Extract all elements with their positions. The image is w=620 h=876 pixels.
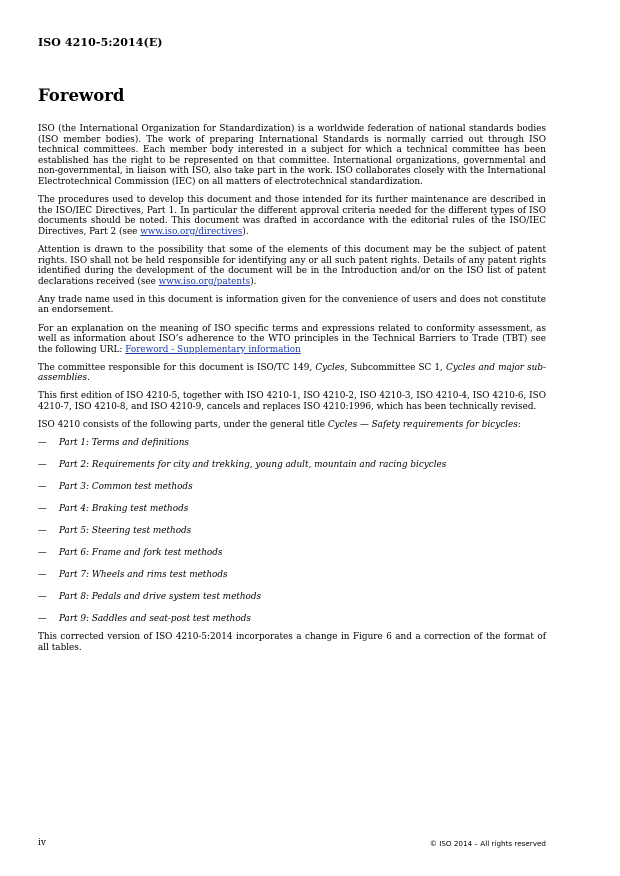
parts-intro-end: :	[517, 420, 521, 431]
list-dash: —	[38, 548, 47, 559]
part-label: Part 4: Braking test methods	[59, 504, 189, 515]
committee-mid: , Subcommittee SC 1,	[344, 362, 446, 373]
paragraph-trade-name: Any trade name used in this document is information given for the convenience of users and does not constitute an endorsement.	[38, 294, 546, 316]
list-dash: —	[38, 482, 47, 493]
list-item	[38, 570, 546, 581]
paragraph-committee	[38, 363, 546, 384]
list-item	[38, 504, 546, 515]
paragraph-patents-end: ).	[250, 276, 257, 287]
page-title: Foreword	[38, 86, 125, 105]
committee-pre: The committee responsible for this document is ISO/TC 149,	[38, 362, 316, 373]
part-label: Part 8: Pedals and drive system test methods	[59, 592, 262, 603]
foreword-body	[38, 124, 546, 661]
part-label: Part 3: Common test methods	[59, 482, 193, 493]
subcommittee-name: Cycles and major sub-assemblies	[38, 362, 547, 384]
paragraph-corrected-version: This corrected version of ISO 4210-5:2014 incorporates a change in Figure 6 and a correction of the format of all tables.	[38, 632, 546, 653]
patents-link[interactable]: www.iso.org/patents	[158, 276, 251, 287]
list-dash: —	[38, 592, 47, 603]
general-title: Cycles — Safety requirements for bicycles	[327, 420, 518, 431]
paragraph-conformity-text: For an explanation on the meaning of ISO specific terms and expressions related to conformity assessment, as well as information about ISO’s adherence to the WTO principles in the Technical Barriers to Trade (TBT) see the following URL:	[38, 323, 546, 355]
supplementary-info-link[interactable]: Foreword - Supplementary information	[125, 344, 301, 355]
paragraph-patents	[38, 245, 546, 287]
list-item	[38, 614, 546, 625]
part-label: Part 9: Saddles and seat-post test methods	[59, 614, 251, 625]
paragraph-procedures-end: ).	[242, 226, 249, 237]
list-item	[38, 526, 546, 537]
list-dash: —	[38, 570, 47, 581]
parts-intro-pre: ISO 4210 consists of the following parts, under the general title	[38, 420, 328, 431]
list-dash: —	[38, 614, 47, 625]
committee-end: .	[87, 373, 90, 384]
paragraph-edition: This first edition of ISO 4210-5, together with ISO 4210-1, ISO 4210-2, ISO 4210-3, ISO 4210-4, ISO 4210-6, ISO 4210-7, ISO 4210-8, and ISO 4210-9, cancels and replaces ISO 4210:1996, which has been technically revised.	[38, 391, 546, 413]
part-label: Part 7: Wheels and rims test methods	[59, 570, 228, 581]
part-label: Part 6: Frame and fork test methods	[59, 548, 223, 559]
paragraph-iso-intro: ISO (the International Organization for Standardization) is a worldwide federation of national standards bodies (ISO member bodies). The work of preparing International Standards is normally carried out through ISO technical committees. Each member body interested in a subject for which a technical committee has been established has the right to be represented on that committee. International organizations, governmental and non-governmental, in liaison with ISO, also take part in the work. ISO collaborates closely with the International Electrotechnical Commission (IEC) on all matters of electrotechnical standardization.	[38, 124, 546, 187]
list-item	[38, 592, 546, 603]
part-label: Part 5: Steering test methods	[59, 526, 192, 537]
parts-list	[38, 438, 546, 624]
list-dash: —	[38, 504, 47, 515]
document-page	[38, 0, 546, 876]
directives-link[interactable]: www.iso.org/directives	[140, 226, 243, 237]
page-number: iv	[38, 838, 46, 848]
committee-name: Cycles	[315, 362, 345, 373]
list-dash: —	[38, 460, 47, 471]
list-dash: —	[38, 526, 47, 537]
copyright-notice: © ISO 2014 – All rights reserved	[429, 839, 546, 848]
paragraph-procedures	[38, 195, 546, 237]
part-label: Part 2: Requirements for city and trekking, young adult, mountain and racing bicycles	[59, 460, 447, 471]
list-dash: —	[38, 438, 47, 449]
document-id: ISO 4210-5:2014(E)	[38, 36, 163, 49]
list-item	[38, 548, 546, 559]
paragraph-conformity	[38, 324, 546, 356]
paragraph-procedures-text: The procedures used to develop this document and those intended for its further maintenance are described in the ISO/IEC Directives, Part 1. In particular the different approval criteria needed for the different types of ISO documents should be noted. This document was drafted in accordance with the editorial rules of the ISO/IEC Directives, Part 2 (see	[38, 195, 546, 237]
list-item	[38, 460, 546, 471]
part-label: Part 1: Terms and definitions	[59, 438, 189, 449]
list-item	[38, 438, 546, 449]
paragraph-parts-intro	[38, 420, 546, 431]
paragraph-patents-text: Attention is drawn to the possibility that some of the elements of this document may be the subject of patent rights. ISO shall not be held responsible for identifying any or all such patent rights. Details of any patent rights identified during the development of the document will be in the Introduction and/or on the ISO list of patent declarations received (see	[38, 244, 546, 287]
list-item	[38, 482, 546, 493]
